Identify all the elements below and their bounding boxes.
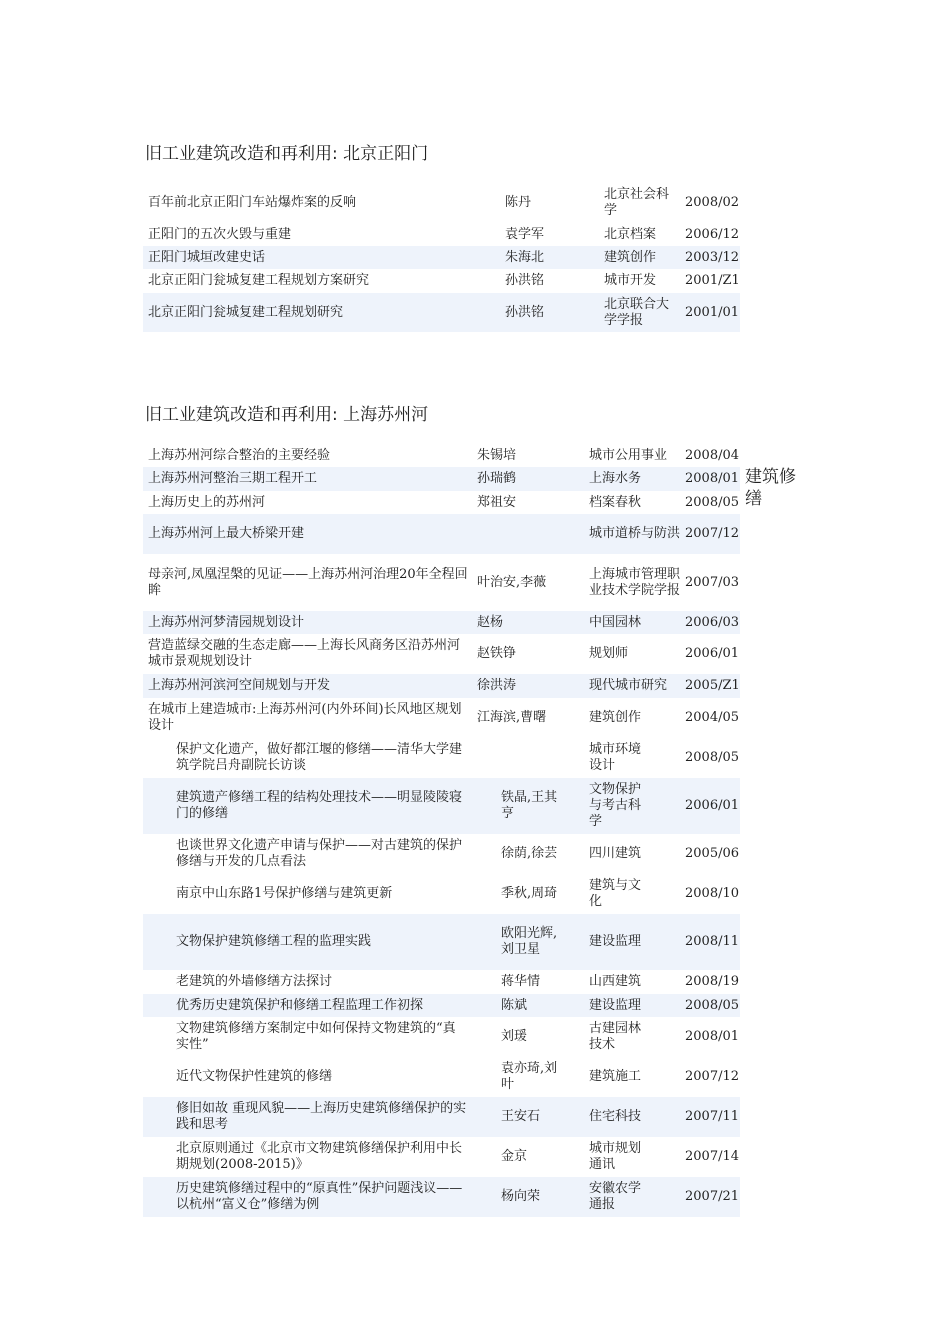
article-issue: 2003/12	[685, 249, 740, 265]
article-issue: 2008/10	[685, 886, 740, 901]
table-row	[143, 1177, 740, 1217]
article-title: 上海历史上的苏州河	[148, 494, 266, 510]
article-issue: 2008/04	[685, 447, 740, 463]
article-issue: 2008/05	[685, 494, 740, 510]
article-author: 袁学军	[505, 226, 545, 242]
article-title: 正阳门的五次火毁与重建	[148, 226, 292, 242]
table-row	[143, 738, 740, 778]
article-issue: 2005/06	[685, 846, 740, 861]
article-journal: 城市公用事业	[589, 447, 668, 463]
table-row	[143, 994, 740, 1017]
article-author: 孙瑞鹤	[477, 471, 517, 486]
article-author: 袁亦琦,刘叶	[501, 1061, 558, 1092]
table-row	[143, 674, 740, 698]
article-author: 叶治安,李薇	[477, 574, 547, 590]
table-row	[143, 246, 740, 269]
article-issue: 2007/21	[685, 1189, 740, 1204]
article-author: 郑祖安	[477, 494, 517, 510]
table-row	[143, 874, 740, 914]
article-title: 上海苏州河综合整治的主要经验	[148, 447, 331, 463]
article-issue: 2008/05	[685, 997, 740, 1013]
article-author: 赵杨	[477, 614, 504, 630]
table-row	[143, 778, 740, 834]
article-issue: 2007/12	[685, 526, 740, 541]
article-journal: 现代城市研究	[589, 678, 668, 693]
article-journal: 住宅科技	[589, 1109, 642, 1124]
article-title: 历史建筑修缮过程中的“原真性”保护问题浅议——以杭州“富义仓”修缮为例	[176, 1181, 463, 1212]
article-journal: 中国园林	[589, 614, 642, 630]
article-journal: 四川建筑	[589, 846, 642, 861]
article-title: 修旧如故 重现风貌——上海历史建筑修缮保护的实践和思考	[176, 1101, 467, 1132]
article-journal: 山西建筑	[589, 974, 642, 989]
article-title: 上海苏州河整治三期工程开工	[148, 471, 318, 486]
article-title: 在城市上建造城市:上海苏州河(内外环间)长风地区规划设计	[148, 702, 462, 733]
article-title: 北京正阳门瓮城复建工程规划研究	[148, 304, 344, 320]
article-author: 刘瑗	[501, 1029, 528, 1044]
article-journal: 建设监理	[589, 934, 642, 949]
article-journal: 建筑施工	[589, 1069, 642, 1084]
table-row	[143, 467, 740, 491]
article-title: 正阳门城垣改建史话	[148, 249, 266, 265]
article-journal: 北京档案	[604, 226, 657, 242]
article-author: 铁晶,王其亨	[501, 790, 558, 821]
article-journal: 城市道桥与防洪	[589, 526, 681, 541]
article-author: 孙洪铭	[505, 304, 545, 320]
article-issue: 2001/Z1	[685, 273, 740, 288]
table-row	[143, 444, 740, 467]
article-title: 优秀历史建筑保护和修缮工程监理工作初探	[176, 997, 424, 1013]
article-author: 蒋华情	[501, 974, 541, 989]
article-title: 北京原则通过《北京市文物建筑修缮保护利用中长期规划(2008-2015)》	[176, 1141, 463, 1172]
article-journal: 建筑与文化	[589, 878, 642, 909]
article-author: 徐荫,徐芸	[501, 846, 558, 861]
article-title: 上海苏州河滨河空间规划与开发	[148, 678, 331, 693]
article-journal: 建筑创作	[589, 710, 642, 725]
article-journal: 文物保护与考古科学	[589, 782, 642, 829]
article-journal: 古建园林技术	[589, 1021, 642, 1052]
article-author: 金京	[501, 1149, 528, 1164]
article-title: 百年前北京正阳门车站爆炸案的反响	[148, 195, 357, 210]
article-issue: 2001/01	[685, 304, 740, 320]
article-title: 上海苏州河梦清园规划设计	[148, 614, 305, 630]
article-journal: 安徽农学通报	[589, 1181, 642, 1212]
article-title: 建筑遗产修缮工程的结构处理技术——明显陵陵寝门的修缮	[176, 790, 463, 821]
side-label-building-repair: 建筑修缮	[745, 467, 796, 509]
article-issue: 2006/01	[685, 798, 740, 813]
article-issue: 2008/01	[685, 471, 740, 486]
section-title-suzhouhe: 旧工业建筑改造和再利用: 上海苏州河	[145, 405, 429, 425]
article-journal: 档案春秋	[589, 494, 642, 510]
article-issue: 2008/02	[685, 195, 740, 210]
table-row	[143, 1137, 740, 1177]
table-row	[143, 698, 740, 738]
article-author: 孙洪铭	[505, 273, 545, 288]
article-journal: 建设监理	[589, 997, 642, 1013]
article-title: 老建筑的外墙修缮方法探讨	[176, 974, 333, 989]
table-row	[143, 1017, 740, 1057]
table-row	[143, 1057, 740, 1097]
article-title: 保护文化遗产，做好都江堰的修缮——清华大学建筑学院吕舟副院长访谈	[176, 742, 463, 773]
article-journal: 北京联合大学学报	[604, 296, 670, 328]
table-row	[143, 1097, 740, 1137]
article-author: 杨向荣	[501, 1189, 541, 1204]
article-author: 朱锡培	[477, 447, 517, 463]
article-journal: 规划师	[589, 646, 629, 661]
article-journal: 上海水务	[589, 471, 642, 486]
article-issue: 2008/05	[685, 750, 740, 765]
article-title: 营造蓝绿交融的生态走廊——上海长风商务区沿苏州河城市景观规划设计	[148, 638, 461, 669]
article-author: 徐洪涛	[477, 678, 517, 693]
article-author: 季秋,周琦	[501, 886, 558, 901]
article-issue: 2008/01	[685, 1029, 740, 1044]
article-author: 江海滨,曹曙	[477, 710, 547, 725]
article-title: 近代文物保护性建筑的修缮	[176, 1069, 333, 1084]
article-author: 朱海北	[505, 249, 545, 265]
article-author: 欧阳光辉,刘卫星	[501, 926, 558, 957]
article-journal: 上海城市管理职业技术学院学报	[589, 566, 681, 598]
article-author: 王安石	[501, 1109, 541, 1124]
table-row	[143, 834, 740, 874]
table-row	[143, 970, 740, 994]
article-issue: 2007/11	[685, 1109, 740, 1124]
article-issue: 2007/12	[685, 1069, 740, 1084]
table-row	[143, 634, 740, 674]
article-issue: 2008/19	[685, 974, 740, 989]
article-issue: 2006/01	[685, 646, 740, 661]
article-author: 陈斌	[501, 997, 528, 1013]
article-title: 也谈世界文化遗产申请与保护——对古建筑的保护修缮与开发的几点看法	[176, 838, 463, 869]
table-zhengyangmen	[143, 183, 740, 332]
article-journal: 城市环境设计	[589, 742, 642, 773]
article-journal: 城市开发	[604, 273, 657, 288]
article-issue: 2006/12	[685, 226, 740, 242]
article-title: 北京正阳门瓮城复建工程规划方案研究	[148, 273, 370, 288]
table-row	[143, 491, 740, 514]
article-journal: 城市规划通讯	[589, 1141, 642, 1172]
article-journal: 建筑创作	[604, 249, 657, 265]
table-row	[143, 514, 740, 554]
article-title: 上海苏州河上最大桥梁开建	[148, 526, 305, 541]
table-row	[143, 554, 740, 611]
article-title: 母亲河,凤凰涅槃的见证——上海苏州河治理20年全程回眸	[148, 566, 468, 598]
section-title-zhengyangmen: 旧工业建筑改造和再利用: 北京正阳门	[145, 144, 429, 164]
table-row	[143, 223, 740, 246]
table-row	[143, 183, 740, 223]
article-title: 文物保护建筑修缮工程的监理实践	[176, 934, 372, 949]
article-issue: 2004/05	[685, 710, 740, 725]
table-suzhouhe	[143, 444, 740, 738]
table-row	[143, 611, 740, 634]
article-issue: 2007/03	[685, 574, 740, 590]
table-row	[143, 914, 740, 970]
article-title: 文物建筑修缮方案制定中如何保持文物建筑的“真实性”	[176, 1021, 456, 1052]
article-journal: 北京社会科学	[604, 187, 670, 218]
table-row	[143, 269, 740, 293]
table-building-repair	[143, 738, 740, 1217]
article-author: 赵铁铮	[477, 646, 517, 661]
article-issue: 2008/11	[685, 934, 740, 949]
article-author: 陈丹	[505, 195, 532, 210]
article-issue: 2005/Z1	[685, 678, 740, 693]
article-issue: 2006/03	[685, 614, 740, 630]
table-row	[143, 293, 740, 332]
article-issue: 2007/14	[685, 1149, 740, 1164]
article-title: 南京中山东路1号保护修缮与建筑更新	[176, 886, 393, 901]
